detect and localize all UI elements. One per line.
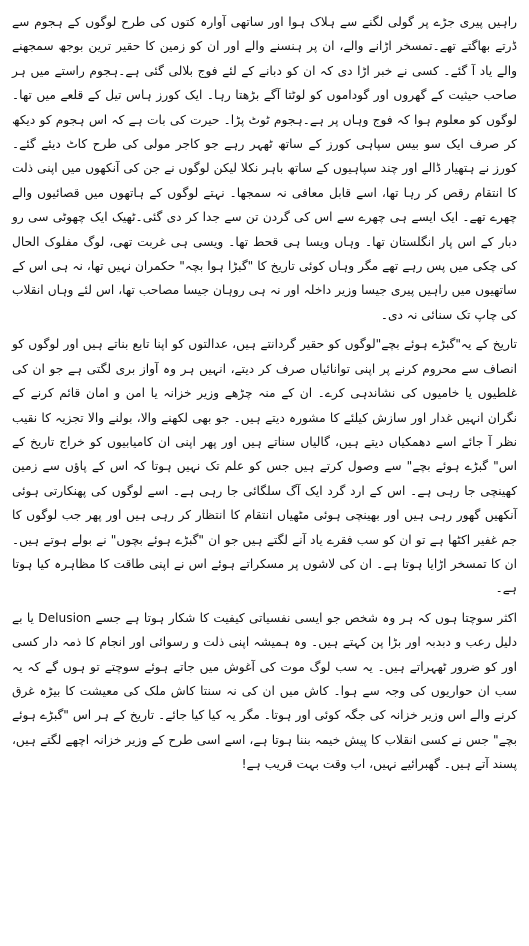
article-paragraph-2: تاریخ کے یہ"گبڑے ہوئے بچے"لوگوں کو حقیر گردانتے ہیں، عدالتوں کو اپنا تابع بناتے ہیں اور لوگوں کو انصاف سے محروم کرنے پر اپنی توانائیاں صرف کر دیتے، انہیں ہر وہ آواز بری لگتی ہے جو ان کی غلطیوں یا خامیوں کی نشاندہی کرے۔ ان کے منہ چڑھے وزیر خزانہ یا امن و امان قائم کرنے کے نگران انہیں غدار اور سازش کیلئے کا مشورہ دیتے ہیں۔ جو بھی لکھنے والا، بولنے والا تجزیہ کا نقیب نظر آ جائے اسے دھمکیاں دیتے ہیں، گالیاں سناتے ہیں اور پھر اپنی ان کامیابیوں کو خراج تاریخ کے اس" گبڑے ہوئے بچے" سے وصول کرتے ہیں جس کو علم تک نہیں ہوتا کہ اس کے پاؤں سے زمین کھینچی جا رہی ہے۔ اس کے ارد گرد ایک آگ سلگائی جا رہی ہے۔ اسے لوگوں کی پھنکارتی ہوئی آنکھیں گھور رہی ہیں اور بھینچی ہوئی مٹھیاں انتقام کا انتظار کر رہی ہیں اور پھر جب لوگوں کا جم غفیر اکٹھا ہے تو ان کو سب فقرے یاد آنے لگتے ہیں جو ان "گبڑے ہوئے بچوں" نے بولے ہوتے ہیں۔ ان کا تمسخر اڑایا ہوتا ہے۔ ان کی لاشوں پر مسکراتے ہوئے اس نے اپنی طاقت کا مظاہرہ کیا ہوتا ہے۔ <box>12 337 517 596</box>
article-paragraph-3: اکثر سوچتا ہوں کہ ہر وہ شخص جو ایسی نفسیاتی کیفیت کا شکار ہوتا ہے جسے Delusion یا بے دلیل رعب و دبدبہ اور بڑا پن کہتے ہیں۔ وہ ہمیشہ اپنی ذلت و رسوائی اور انجام کا ذمہ دار کسی اور کو ضرور ٹھہراتے ہیں۔ یہ سب لوگ موت کی آغوش میں جاتے ہوئے سوچتے تو ہوں گے کہ یہ سب ان حواریوں کی وجہ سے ہوا۔ کاش میں ان کی نہ سنتا کاش ملک کی معیشت کا بیڑہ غرق کرنے والے اس وزیر خزانہ کی جگہ کوئی اور ہوتا۔ مگر یہ کیا کیا جائے۔ تاریخ کے ہر اس "گبڑے ہوئے بچے" جس نے کسی انقلاب کا پیش خیمہ بننا ہوتا ہے، اسے اسی طرح کے وزیر خزانہ اچھے لگتے ہیں، پسند آتے ہیں۔ گھبرائیے نہیں، اب وقت بہت قریب ہے! <box>12 610 517 772</box>
article-paragraph-1: راہیں پیری جڑے پر گولی لگنے سے ہلاک ہوا اور ساتھی آوارہ کتوں کی طرح لوگوں کے ہجوم سے ڈرتے بھاگتے تھے۔تمسخر اڑانے والے، ان پر ہنسنے والے اور ان کو زمین کا حقیر ترین بوجھ سمجھنے والے یاد آ گئے۔ کسی نے خبر اڑا دی کہ ان کو دبانے کے لئے فوج بلالی گئی ہے۔ہجوم راستے میں ہر صاحب حیثیت کے گھروں اور گوداموں کو لوٹتا آگے بڑھتا رہا۔ ایک کورز ہاس تیل کے قلعے میں تھا۔لوگوں کو معلوم ہوا کہ فوج وہاں پر ہے۔ہجوم ٹوٹ پڑا۔ حیرت کی بات ہے کہ اس ہجوم کو دیکھ کر صرف ایک سو بیس سپاہی کورز کے ساتھ ٹھہر رہے جو کاجر مولی کی طرح کاٹ دیئے گئے۔ کورز نے ہتھیار ڈالے اور چند سپاہیوں کے ساتھ باہر نکلا لیکن لوگوں نے جن کی آنکھوں میں اپنی ذلت کا انتقام رقص کر رہا تھا، اسے قابل معافی نہ سمجھا۔ نہتے لوگوں کے ہاتھوں میں قصائیوں والے چھرے تھے۔ ایک ایسے ہی چھرے سے اس کی گردن تن سے جدا کر دی گئی۔ٹھیک ایک چھوٹی سی رو دبار کے اس پار انگلستان تھا۔ وہاں ویسا ہی قحط تھا۔ ویسی ہی غربت تھی، لوگ مفلوک الحال کی چکی میں پس رہے تھے مگر وہاں کوئی تاریخ کا "گبڑا ہوا بچہ" حکمران نہیں تھا، نہ ہی اس کے ساتھیوں میں راہیں پیری جیسا وزیر داخلہ اور نہ ہی روہان جیسا مصاحب تھا، اس لئے وہاں انقلاب کی چاپ تک سنائی نہ دی۔ <box>12 15 517 322</box>
